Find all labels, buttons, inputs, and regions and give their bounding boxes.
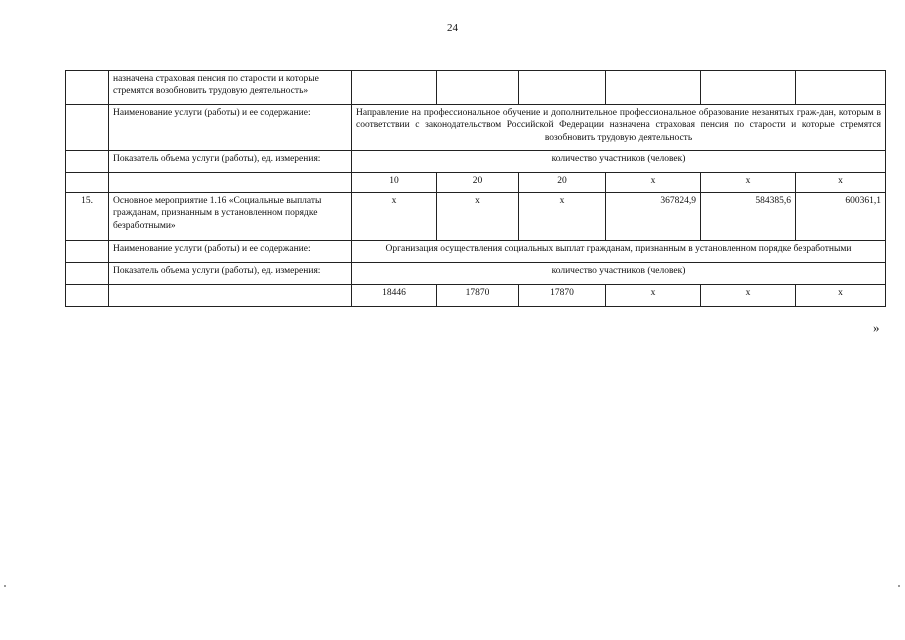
row-number-cell [66,263,109,285]
page-number: 24 [447,22,458,34]
indicator-value: х [701,173,796,193]
value-cell [606,71,701,105]
row-number-cell [66,285,109,307]
closing-quote-mark: » [873,320,880,335]
label-cell [109,285,352,307]
table-row [66,105,886,151]
funding-value: х [519,193,606,241]
table-row [66,193,886,241]
table-row [66,263,886,285]
service-label: Наименование услуги (работы) и ее содержание: [109,241,352,263]
indicator-unit: количество участников (человек) [352,263,886,285]
indicator-value: 17870 [437,285,519,307]
funding-value: х [437,193,519,241]
table-row [66,71,886,105]
row-number-cell [66,173,109,193]
funding-value: 600361,1 [796,193,886,241]
indicator-value: 20 [437,173,519,193]
indicator-label: Показатель объема услуги (работы), ед. измерения: [109,151,352,173]
indicator-value: х [606,173,701,193]
indicator-unit: количество участников (человек) [352,151,886,173]
table-row [66,285,886,307]
value-cell [519,71,606,105]
table-row [66,241,886,263]
funding-value: 367824,9 [606,193,701,241]
indicator-value: 20 [519,173,606,193]
row-number: 15. [66,193,109,241]
indicator-value: х [701,285,796,307]
service-content: Направление на профессиональное обучение и дополнительное профессиональное образование незанятых граж-дан, которым в соответствии с законодательством Российской Федерации назначена страховая пенсия по старости и которые стремятся возобновить трудовую деятельность [352,105,886,151]
indicator-value: 10 [352,173,437,193]
indicator-value: 17870 [519,285,606,307]
table-row [66,151,886,173]
value-cell [437,71,519,105]
funding-value: 584385,6 [701,193,796,241]
service-label: Наименование услуги (работы) и ее содержание: [109,105,352,151]
activity-description: назначена страховая пенсия по старости и которые стремятся возобновить трудовую деятельность» [109,71,352,105]
indicator-value: х [796,173,886,193]
indicator-value: х [796,285,886,307]
scan-edge-mark [898,585,900,587]
indicator-value: 18446 [352,285,437,307]
activity-description: Основное мероприятие 1.16 «Социальные выплаты гражданам, признанным в установленном порядке безработными» [109,193,352,241]
scan-edge-mark [4,585,6,587]
table-row [66,173,886,193]
value-cell [796,71,886,105]
row-number-cell [66,105,109,151]
service-content: Организация осуществления социальных выплат гражданам, признанным в установленном порядке безработными [352,241,886,263]
funding-value: х [352,193,437,241]
program-table [65,70,886,307]
value-cell [352,71,437,105]
value-cell [701,71,796,105]
row-number-cell [66,71,109,105]
indicator-label: Показатель объема услуги (работы), ед. измерения: [109,263,352,285]
indicator-value: х [606,285,701,307]
row-number-cell [66,241,109,263]
row-number-cell [66,151,109,173]
label-cell [109,173,352,193]
